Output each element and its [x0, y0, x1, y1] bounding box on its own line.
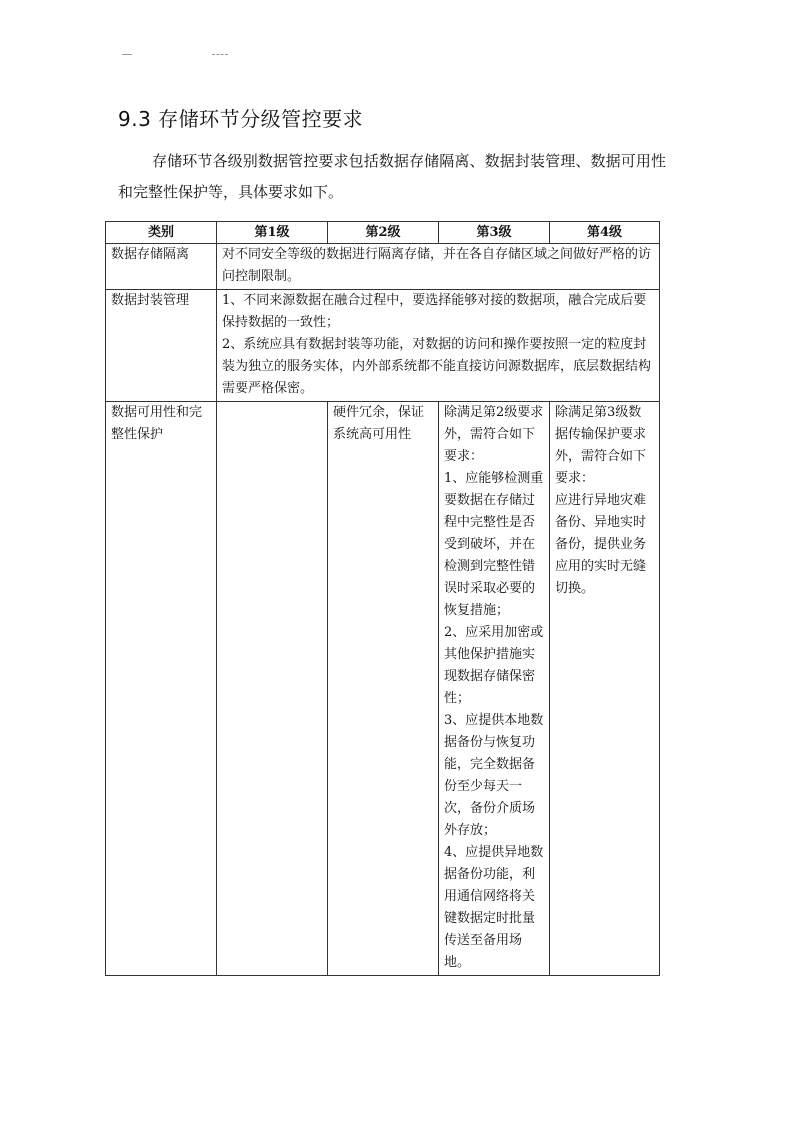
- storage-isolation-requirement: 对不同安全等级的数据进行隔离存储，并在各自存储区域之间做好严格的访问控制限制。: [217, 244, 660, 290]
- storage-requirements-table: [105, 221, 660, 976]
- intro-paragraph: 存储环节各级别数据管控要求包括数据存储隔离、数据封装管理、数据可用性和完整性保护等，具体要求如下。: [118, 152, 666, 201]
- requirement-item: 除满足第3级数据传输保护要求外，需符合如下要求：: [555, 405, 647, 486]
- header-dash-left: [122, 54, 132, 55]
- requirement-item: 3、应提供本地数据备份与恢复功能，完全数据备份至少每天一次，备份介质场外存放；: [444, 713, 544, 838]
- requirement-item: 1、应能够检测重要数据在存储过程中完整性是否受到破坏，并在检测到完整性错误时采取必要的恢复措施；: [444, 471, 544, 618]
- table-row: [106, 244, 660, 290]
- header-category: 类别: [106, 222, 217, 244]
- requirement-item: 应进行异地灾难备份、异地实时备份，提供业务应用的实时无缝切换。: [555, 493, 647, 596]
- category-availability-integrity: 数据可用性和完整性保护: [106, 402, 217, 976]
- header-dash-right: [212, 54, 228, 55]
- requirement-item: 2、应采用加密或其他保护措施实现数据存储保密性；: [444, 625, 544, 706]
- requirement-item: 1、不同来源数据在融合过程中，要选择能够对接的数据项，融合完成后要保持数据的一致性；: [222, 293, 647, 330]
- section-title: 9.3 存储环节分级管控要求: [118, 107, 364, 131]
- availability-level-3: [439, 402, 550, 976]
- availability-level-2: 硬件冗余，保证系统高可用性: [328, 402, 439, 976]
- header-level-2: 第2级: [328, 222, 439, 244]
- category-data-encapsulation: 数据封装管理: [106, 290, 217, 402]
- requirement-item: 2、系统应具有数据封装等功能，对数据的访问和操作要按照一定的粒度封装为独立的服务实体，内外部系统都不能直接访问源数据库，底层数据结构需要严格保密。: [222, 337, 652, 396]
- table-row: [106, 402, 660, 976]
- header-level-3: 第3级: [439, 222, 550, 244]
- header-level-4: 第4级: [550, 222, 660, 244]
- category-storage-isolation: 数据存储隔离: [106, 244, 217, 290]
- data-encapsulation-requirement: [217, 290, 660, 402]
- availability-level-1: [217, 402, 328, 976]
- table-header-row: [106, 222, 660, 244]
- header-level-1: 第1级: [217, 222, 328, 244]
- requirement-item: 除满足第2级要求外，需符合如下要求：: [444, 405, 544, 464]
- header-rule-marks: [122, 50, 242, 60]
- requirement-item: 4、应提供异地数据备份功能，利用通信网络将关键数据定时批量传送至备用场地。: [444, 845, 544, 970]
- table-row: [106, 290, 660, 402]
- availability-level-4: [550, 402, 660, 976]
